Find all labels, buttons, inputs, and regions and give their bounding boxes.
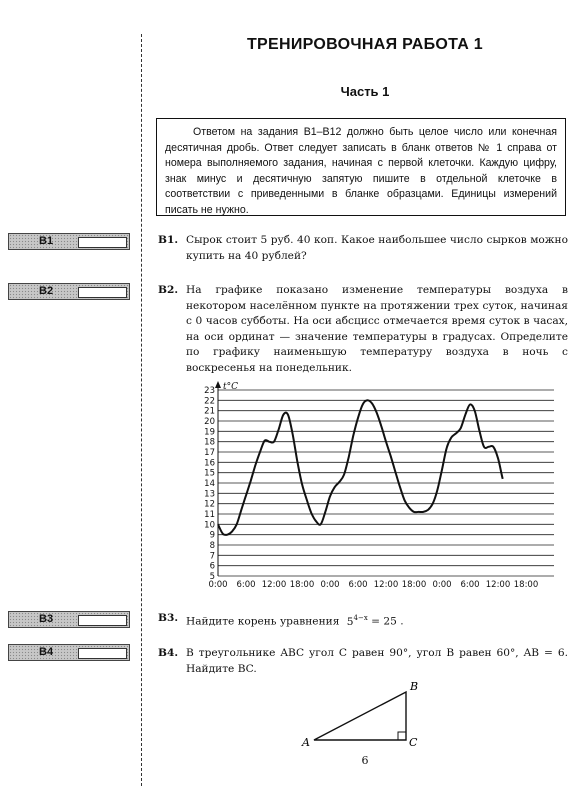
x-tick-label: 18:00: [289, 580, 315, 590]
y-tick-label: 23: [204, 386, 215, 396]
y-tick-label: 12: [204, 499, 215, 510]
y-tick-label: 6: [209, 561, 215, 572]
answer-field[interactable]: [78, 648, 127, 659]
y-axis-label: t°C: [223, 382, 239, 392]
x-tick-label: 18:00: [401, 580, 427, 590]
answer-box-label: B4: [39, 646, 54, 658]
task-number: B1.: [158, 234, 179, 246]
right-angle-mark: [398, 732, 406, 740]
page-number: 6: [361, 754, 369, 767]
page-title: ТРЕНИРОВОЧНАЯ РАБОТА 1: [246, 36, 483, 53]
x-tick-label: 12:00: [485, 580, 511, 590]
answer-box-b1[interactable]: [8, 233, 130, 250]
answer-field[interactable]: [78, 287, 127, 298]
y-axis-arrow: [215, 381, 221, 388]
task-text: Сырок стоит 5 руб. 40 коп. Какое наибольшее число сырков можно купить на 40 рублей?: [186, 234, 568, 262]
answer-box-label: B1: [39, 235, 54, 247]
formula-exponent: 4−x: [353, 614, 368, 622]
triangle-figure: [296, 676, 426, 752]
y-tick-label: 14: [204, 479, 215, 489]
margin-divider: [141, 34, 142, 786]
y-tick-label: 5: [209, 572, 215, 582]
y-tick-label: 16: [204, 458, 215, 469]
x-tick-label: 12:00: [373, 580, 399, 590]
task-b1: [158, 233, 568, 264]
y-tick-label: 10: [204, 520, 215, 531]
formula-base: 5: [346, 615, 354, 628]
answer-box-label: B3: [39, 613, 54, 625]
vertex-c-label: C: [409, 736, 418, 749]
y-tick-label: 21: [204, 406, 215, 417]
y-tick-label: 7: [209, 551, 215, 562]
x-tick-label: 0:00: [208, 580, 228, 590]
task-number: B2.: [158, 284, 179, 296]
part-title: Часть 1: [340, 84, 390, 99]
x-tick-label: 6:00: [236, 580, 256, 590]
triangle-shape: [314, 692, 406, 740]
task-b3: [158, 611, 568, 630]
y-tick-label: 19: [204, 427, 215, 438]
y-tick-label: 9: [209, 530, 215, 541]
answer-box-b4[interactable]: [8, 644, 130, 661]
task-b2: [158, 283, 568, 377]
y-tick-label: 11: [204, 510, 215, 520]
x-tick-label: 0:00: [320, 580, 340, 590]
y-tick-label: 20: [204, 417, 215, 427]
x-tick-label: 12:00: [261, 580, 287, 590]
x-tick-label: 0:00: [432, 580, 452, 590]
temperature-chart: [196, 378, 561, 596]
task-text: В треугольнике ABC угол C равен 90°, угол B равен 60°, AB = 6. Найдите BC.: [186, 647, 568, 675]
vertex-a-label: A: [302, 736, 310, 749]
formula-rest: = 25 .: [367, 615, 404, 628]
task-number: B4.: [158, 647, 179, 659]
x-tick-label: 6:00: [460, 580, 480, 590]
y-tick-label: 17: [204, 448, 215, 458]
y-tick-label: 15: [204, 468, 215, 479]
y-tick-label: 18: [204, 437, 215, 448]
answer-field[interactable]: [78, 237, 127, 248]
vertex-b-label: B: [410, 680, 419, 693]
task-number: B3.: [158, 612, 179, 624]
answer-box-label: B2: [39, 285, 54, 297]
temperature-line: [218, 400, 503, 535]
y-tick-label: 8: [209, 541, 215, 551]
x-tick-label: 6:00: [348, 580, 368, 590]
y-tick-label: 13: [204, 489, 215, 500]
x-tick-label: 18:00: [513, 580, 539, 590]
task-text: На графике показано изменение температуры воздуха в некотором населённом пункте на протяжении трех суток, начиная с 0 часов субботы. На оси абсцисс отмечается время суток в часах, на оси ординат — значение температуры в градусах. Определите по графику наименьшую температуру воздуха в ночь с воскресенья на понедельник.: [186, 284, 568, 374]
instruction-box: Ответом на задания В1–В12 должно быть целое число или конечная десятичная дробь. Ответ следует записать в бланк ответов № 1 справа от номера выполняемого задания, начиная с первой клеточки. Каждую цифру, знак минус и десятичную запятую пишите в отдельной клеточке в соответствии с приведенными в бланке образцами. Единицы измерений писать не нужно.: [156, 118, 566, 216]
task-b4: [158, 646, 568, 677]
y-tick-label: 22: [204, 396, 215, 407]
answer-box-b3[interactable]: [8, 611, 130, 628]
answer-field[interactable]: [78, 615, 127, 626]
task-text: Найдите корень уравнения: [186, 615, 340, 628]
answer-box-b2[interactable]: [8, 283, 130, 300]
